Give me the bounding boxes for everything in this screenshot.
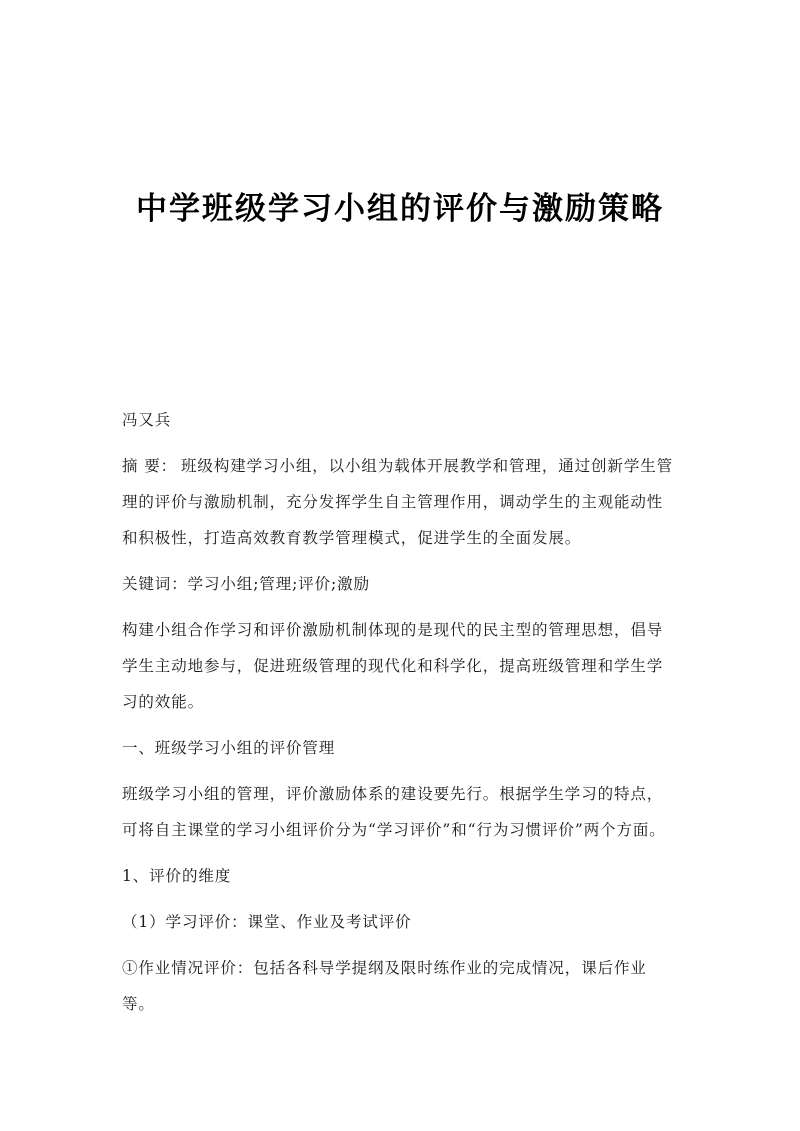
abstract-paragraph <box>122 448 678 556</box>
document-body <box>122 402 678 1032</box>
keywords-text: 学习小组;管理;评价;激励 <box>187 575 370 593</box>
item-heading: （1）学习评价：课堂、作业及考试评价 <box>122 913 412 931</box>
section-paragraph: 班级学习小组的管理，评价激励体系的建设要先行。根据学生学习的特点，可将自主课堂的学习小组评价分为“学习评价”和“行为习惯评价”两个方面。 <box>122 785 666 839</box>
document-title: 中学班级学习小组的评价与激励策略 <box>136 191 664 227</box>
abstract-text: 班级构建学习小组，以小组为载体开展教学和管理，通过创新学生管理的评价与激励机制，充分发挥学生自主管理作用，调动学生的主观能动性和积极性，打造高效教育教学管理模式，促进学生的全面发展。 <box>122 457 674 547</box>
abstract-label: 摘 要： <box>122 457 178 475</box>
item-point: ①作业情况评价：包括各科导学提纲及限时练作业的完成情况，课后作业等。 <box>122 959 647 1013</box>
intro-paragraph: 构建小组合作学习和评价激励机制体现的是现代的民主型的管理思想，倡导学生主动地参与，促进班级管理的现代化和科学化，提高班级管理和学生学习的效能。 <box>122 621 664 711</box>
author-name: 冯又兵 <box>122 411 172 429</box>
keywords-paragraph <box>122 566 678 602</box>
section-heading: 一、班级学习小组的评价管理 <box>122 739 336 757</box>
keywords-label: 关键词： <box>122 575 188 593</box>
subsection-heading: 1、评价的维度 <box>122 867 232 885</box>
